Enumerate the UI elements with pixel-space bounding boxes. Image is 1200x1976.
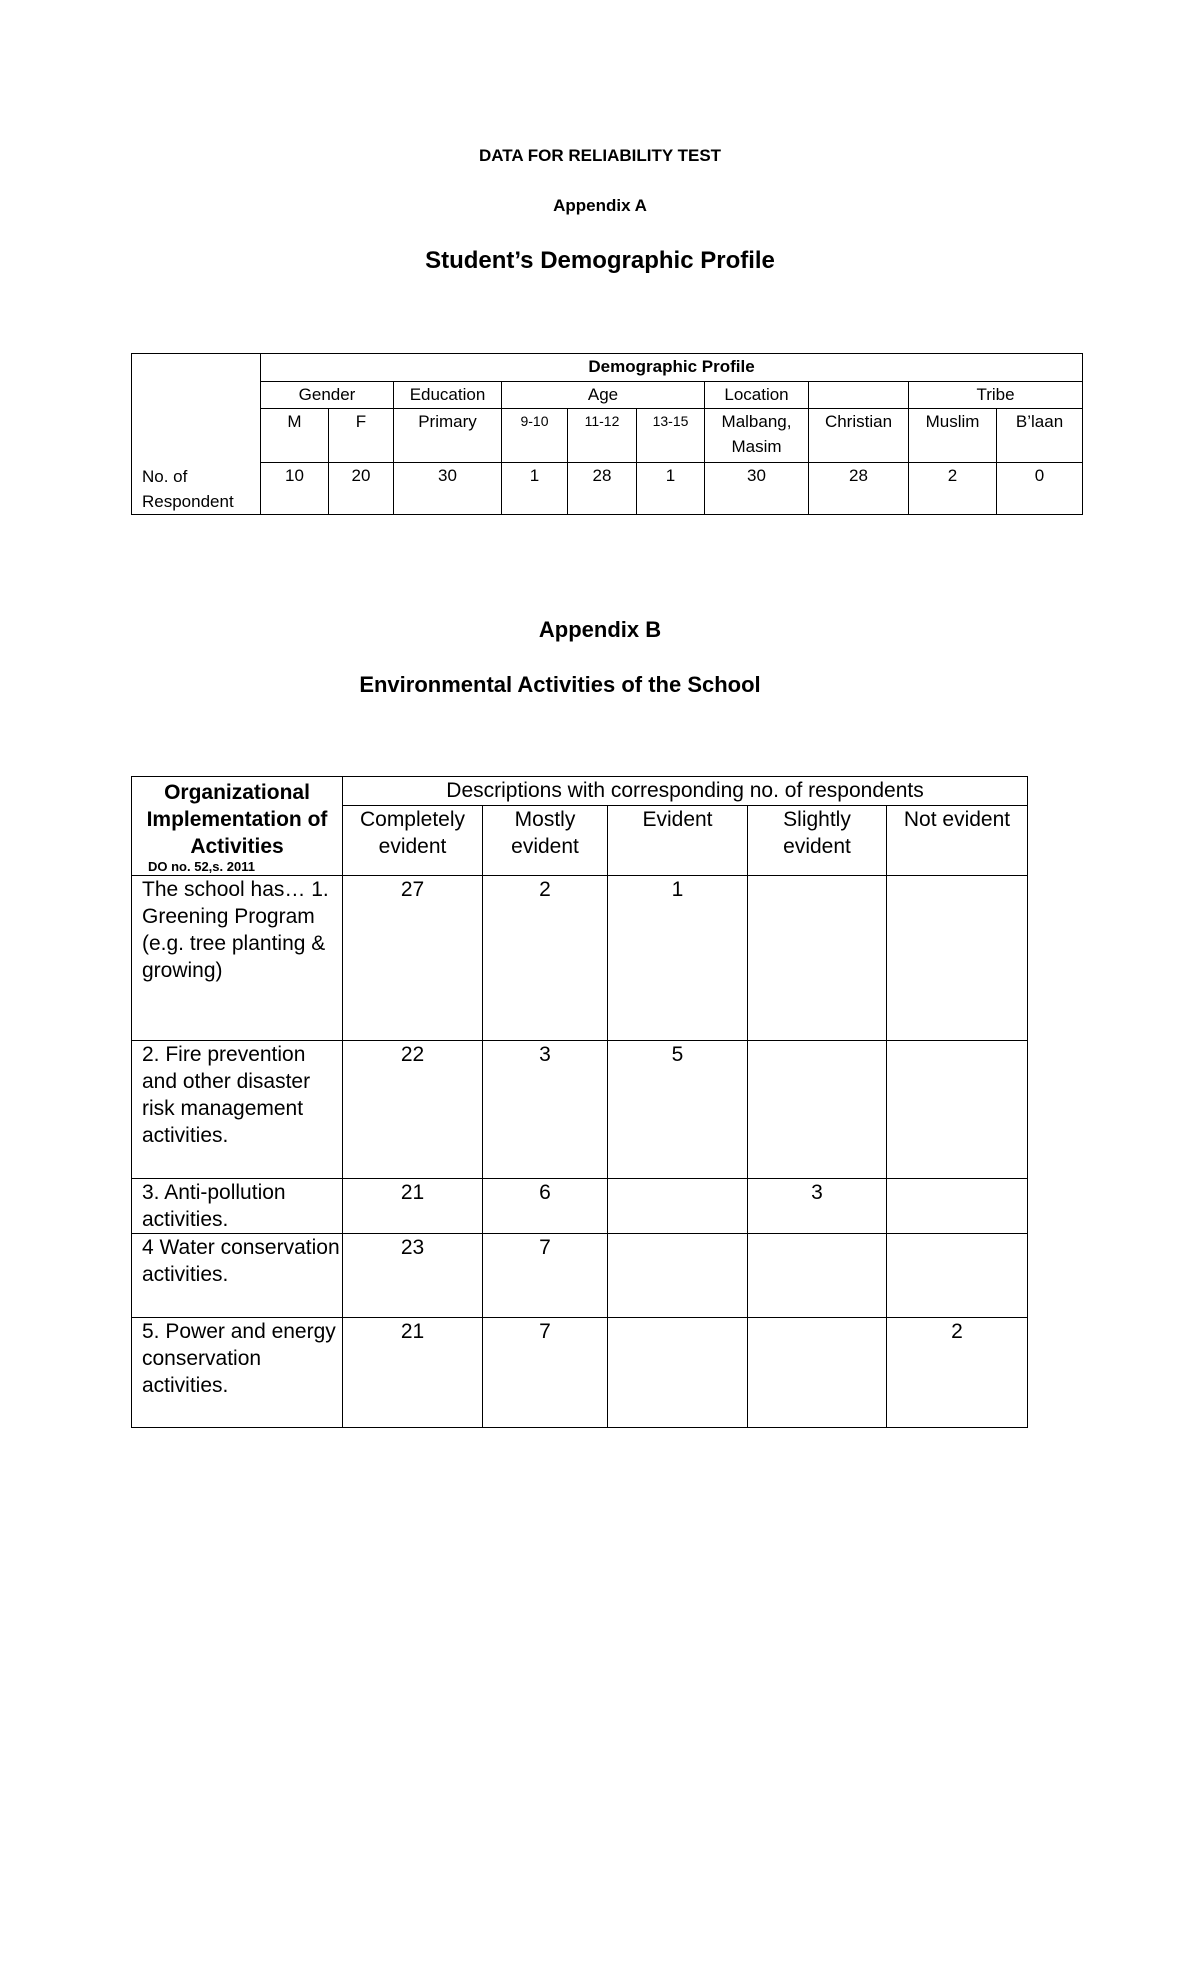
subheader: M [261, 409, 329, 463]
subheader: B’laan [997, 409, 1083, 463]
appendix-a-title: Student’s Demographic Profile [425, 247, 775, 274]
table-row [132, 1179, 1028, 1234]
column-header: Evident [608, 806, 748, 876]
activity-label: 4 Water conservation activities. [132, 1234, 343, 1318]
category-header: Location [705, 382, 809, 409]
value-cell: 0 [997, 463, 1083, 515]
value-cell [887, 876, 1028, 1041]
subheader: Primary [394, 409, 502, 463]
subheader: Muslim [909, 409, 997, 463]
do-note: DO no. 52,s. 2011 [148, 859, 255, 874]
value-cell: 30 [705, 463, 809, 515]
table-row [132, 876, 1028, 1041]
activities-header-label: Organizational Implementation of Activities [146, 781, 328, 858]
value-cell: 10 [261, 463, 329, 515]
value-cell: 21 [343, 1179, 483, 1234]
activity-label: The school has… 1. Greening Program (e.g. tree planting & growing) [132, 876, 343, 1041]
row-label-cell [132, 354, 261, 515]
subheader: 13-15 [637, 409, 705, 463]
subheader: Christian [809, 409, 909, 463]
value-cell: 1 [637, 463, 705, 515]
column-header: Completely evident [343, 806, 483, 876]
value-cell: 2 [887, 1318, 1028, 1428]
value-cell [608, 1234, 748, 1318]
activity-label: 5. Power and energy conservation activities. [132, 1318, 343, 1428]
value-cell: 5 [608, 1041, 748, 1179]
appendix-b-heading: Appendix B [538, 617, 662, 642]
value-cell: 7 [483, 1318, 608, 1428]
value-cell: 23 [343, 1234, 483, 1318]
row-label: No. of Respondent [142, 467, 234, 511]
appendix-a-heading: Appendix A [553, 196, 647, 215]
category-header: Gender [261, 382, 394, 409]
value-cell: 28 [568, 463, 637, 515]
category-header: Age [502, 382, 705, 409]
value-cell [748, 1234, 887, 1318]
group-header: Descriptions with corresponding no. of respondents [343, 777, 1028, 806]
value-cell [608, 1179, 748, 1234]
value-cell: 1 [608, 876, 748, 1041]
value-cell: 30 [394, 463, 502, 515]
appendix-b-title: Environmental Activities of the School [359, 672, 761, 697]
value-cell: 21 [343, 1318, 483, 1428]
value-cell [748, 876, 887, 1041]
value-cell: 28 [809, 463, 909, 515]
value-cell [887, 1179, 1028, 1234]
value-cell [887, 1041, 1028, 1179]
value-cell: 22 [343, 1041, 483, 1179]
value-cell: 2 [909, 463, 997, 515]
column-header: Slightly evident [748, 806, 887, 876]
activity-label: 2. Fire prevention and other disaster risk management activities. [132, 1041, 343, 1179]
subheader: 9-10 [502, 409, 568, 463]
value-cell: 7 [483, 1234, 608, 1318]
value-cell: 1 [502, 463, 568, 515]
value-cell: 3 [483, 1041, 608, 1179]
table-row [132, 1234, 1028, 1318]
activity-label: 3. Anti-pollution activities. [132, 1179, 343, 1234]
value-cell: 20 [329, 463, 394, 515]
category-header: Tribe [909, 382, 1083, 409]
value-cell: 3 [748, 1179, 887, 1234]
environmental-activities-table [131, 776, 1028, 1428]
document-title: DATA FOR RELIABILITY TEST [478, 146, 722, 165]
category-header: Education [394, 382, 502, 409]
column-header: Not evident [887, 806, 1028, 876]
value-cell: 27 [343, 876, 483, 1041]
value-cell [748, 1318, 887, 1428]
value-cell: 2 [483, 876, 608, 1041]
activities-header [132, 777, 343, 876]
category-header [809, 382, 909, 409]
value-cell: 6 [483, 1179, 608, 1234]
table-row [132, 1318, 1028, 1428]
value-cell [748, 1041, 887, 1179]
column-header: Mostly evident [483, 806, 608, 876]
subheader: 11-12 [568, 409, 637, 463]
value-cell [887, 1234, 1028, 1318]
demographic-profile-table [131, 353, 1083, 515]
subheader: Malbang, Masim [705, 409, 809, 463]
group-header: Demographic Profile [261, 354, 1083, 382]
subheader: F [329, 409, 394, 463]
table-row [132, 1041, 1028, 1179]
value-cell [608, 1318, 748, 1428]
